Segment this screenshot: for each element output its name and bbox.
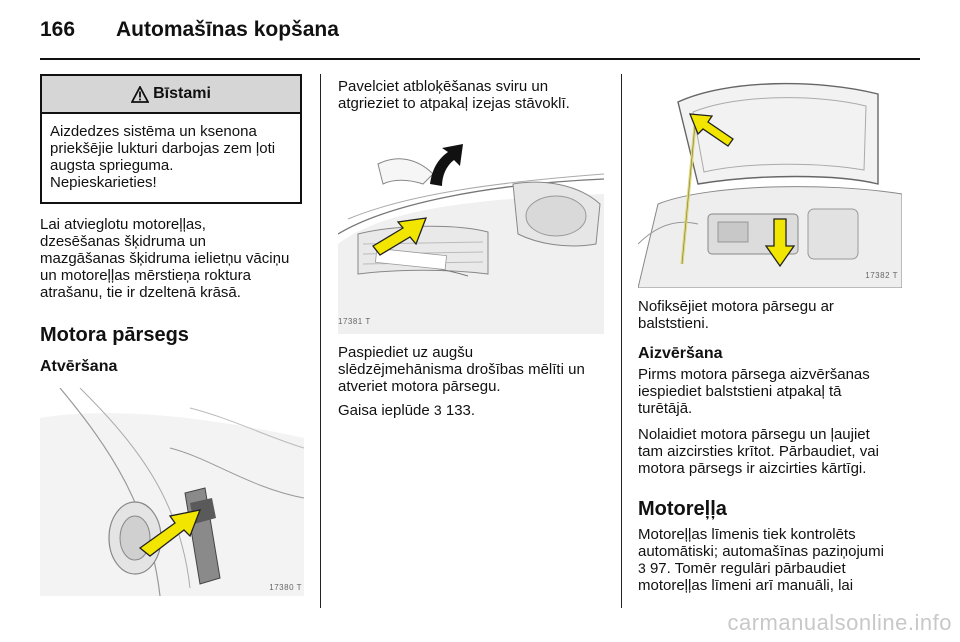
text-line: motora pārsegs ir aizcirties kārtīgi. [638, 460, 867, 477]
danger-line: Nepieskarieties! [50, 174, 157, 191]
subheading-closing: Aizvēršana [638, 345, 723, 362]
page-title: Automašīnas kopšana [116, 18, 339, 41]
release-lever-illustration [40, 388, 304, 596]
text-line: Nofiksējiet motora pārsegu ar [638, 298, 834, 315]
instruction-lower-hood [638, 426, 918, 477]
column-divider-right [621, 74, 622, 608]
page-ref-arrow-icon: 3 [433, 402, 442, 418]
heading-engine-oil: Motoreļļa [638, 498, 727, 520]
text-line: Pirms motora pārsega aizvēršanas [638, 366, 870, 383]
figure-safety-catch [338, 124, 604, 334]
text-line: mazgāšanas šķidruma ielietņu vāciņu [40, 250, 290, 267]
text-line: automātiski; automašīnas paziņojumi [638, 543, 884, 560]
air-intake-reference [338, 402, 614, 419]
text-line: un motoreļļas mērstieņa roktura [40, 267, 251, 284]
danger-title: Bīstami [153, 85, 211, 102]
instruction-stay-back [638, 366, 914, 417]
text-line: atveriet motora pārsegu. [338, 378, 501, 395]
figure-release-lever [40, 388, 304, 596]
engine-oil-paragraph [638, 526, 920, 594]
figure-hood-stay [638, 74, 902, 288]
instruction-pull-lever [338, 78, 608, 112]
text-line: Lai atvieglotu motoreļļas, [40, 216, 206, 233]
hood-stay-illustration [638, 74, 902, 288]
danger-text [42, 114, 300, 191]
page-ref-link[interactable]: 97. Tomēr regulāri pārbaudiet [649, 560, 846, 577]
instruction-fix-stay [638, 298, 914, 332]
text-line: motoreļļas līmeni arī manuāli, lai [638, 577, 854, 594]
danger-line: priekšējie lukturi darbojas zem ļoti [50, 140, 276, 157]
text-line: turētājā. [638, 400, 693, 417]
instruction-press-catch [338, 344, 614, 395]
danger-warning-box [40, 74, 302, 204]
text-line: balststieni. [638, 315, 709, 332]
text-line: iespiediet balststieni atpakaļ tā [638, 383, 842, 400]
text-line [638, 560, 920, 577]
text-line: Gaisa ieplūde [338, 402, 430, 419]
page-number: 166 [40, 18, 76, 41]
page-ref-link[interactable]: 133. [445, 402, 476, 419]
text-line: Pavelciet atbloķēšanas sviru un [338, 78, 549, 95]
figure-number: 17382 T [865, 271, 898, 280]
danger-line: Aizdedzes sistēma un ksenona [50, 123, 257, 140]
text-line: tam aizcirsties krītot. Pārbaudiet, vai [638, 443, 879, 460]
danger-box-header [42, 76, 300, 114]
warning-triangle-icon [131, 86, 149, 103]
header-rule [40, 58, 920, 60]
intro-paragraph [40, 216, 310, 301]
watermark: carmanualsonline.info [727, 610, 952, 635]
danger-line: augsta sprieguma. [50, 157, 174, 174]
subheading-opening: Atvēršana [40, 358, 118, 375]
text-line: Motoreļļas līmenis tiek kontrolēts [638, 526, 856, 543]
page-ref-arrow-icon: 3 [638, 560, 646, 576]
text-line: slēdzējmehānisma drošības mēlīti un [338, 361, 585, 378]
text-line: atrašanu, tie ir dzeltenā krāsā. [40, 284, 241, 301]
heading-hood: Motora pārsegs [40, 324, 189, 346]
column-divider-left [320, 74, 321, 608]
text-line: Paspiediet uz augšu [338, 344, 474, 361]
safety-catch-illustration [338, 124, 604, 334]
figure-number: 17380 T [269, 583, 302, 592]
text-line: atgrieziet to atpakaļ izejas stāvoklī. [338, 95, 570, 112]
text-line: Nolaidiet motora pārsegu un ļaujiet [638, 426, 870, 443]
text-line: dzesēšanas šķidruma un [40, 233, 206, 250]
page-header [40, 14, 920, 54]
figure-number: 17381 T [338, 317, 371, 326]
